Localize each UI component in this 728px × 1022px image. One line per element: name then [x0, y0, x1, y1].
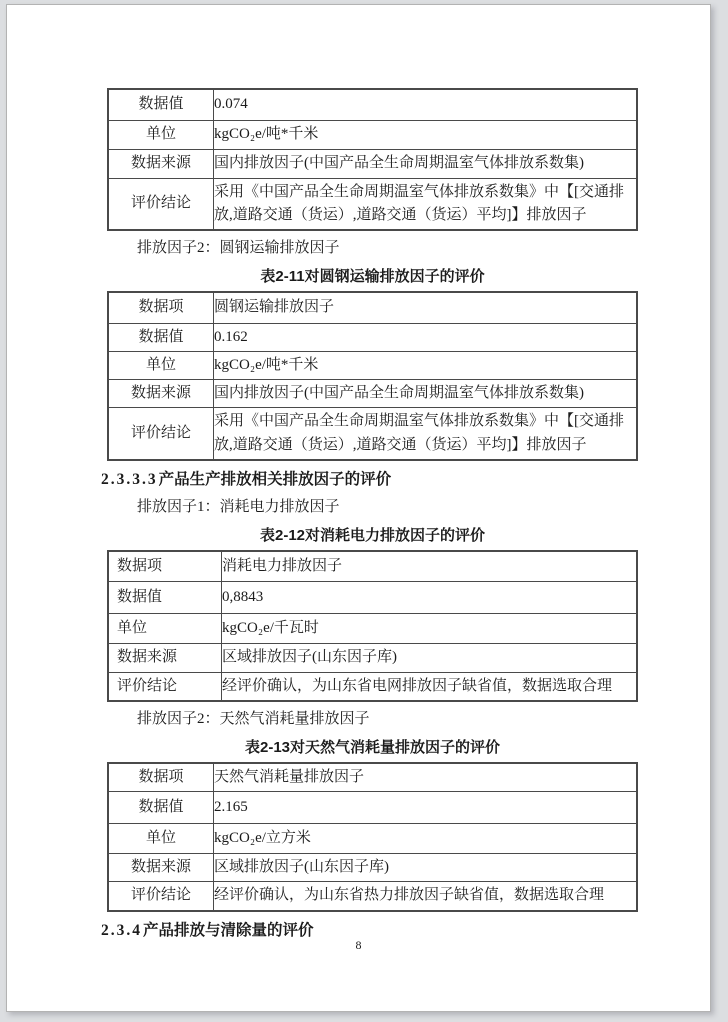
row-value-cell: 圆钢运输排放因子 [214, 292, 638, 323]
table-2-13-title: 表2-13对天然气消耗量排放因子的评价 [244, 738, 501, 756]
row-label-cell: 数据来源 [108, 854, 214, 882]
row-value-cell: 国内排放因子(中国产品全生命周期温室气体排放系数集) [214, 149, 638, 178]
row-label-cell: 数据来源 [108, 644, 222, 672]
heading-text: 产品生产排放相关排放因子的评价 [158, 470, 392, 488]
row-label-cell: 单位 [108, 824, 214, 854]
table-row [108, 178, 637, 230]
row-value-cell: kgCO₂e/吨*千米 [214, 351, 638, 379]
paragraph-factor2-natural-gas: 排放因子2：天然气消耗量排放因子 [137, 710, 370, 727]
table-row [108, 614, 637, 644]
table-row [108, 120, 637, 149]
row-value-cell: 区域排放因子(山东因子库) [222, 644, 638, 672]
row-label-cell: 数据项 [108, 763, 214, 792]
table-row [108, 582, 637, 614]
row-label-cell: 数据来源 [108, 380, 214, 408]
row-label-cell: 数据项 [108, 292, 214, 323]
row-label-cell: 评价结论 [108, 178, 214, 230]
table-transport-factor-continued [107, 88, 638, 231]
row-value-cell: 国内排放因子(中国产品全生命周期温室气体排放系数集) [214, 380, 638, 408]
table-row [108, 763, 637, 792]
row-value-cell: 0.074 [214, 89, 638, 120]
table-2-12 [107, 550, 638, 702]
table-row [108, 323, 637, 351]
row-label-cell: 单位 [108, 614, 222, 644]
heading-2-3-3-3 [101, 470, 710, 490]
row-label-cell: 数据项 [108, 551, 222, 582]
row-value-cell: 2.165 [214, 792, 638, 824]
row-value-cell: kgCO₂e/千瓦时 [222, 614, 638, 644]
row-label-cell: 数据值 [108, 582, 222, 614]
row-value-cell: 经评价确认，为山东省热力排放因子缺省值，数据选取合理 [214, 882, 638, 911]
table-row [108, 672, 637, 701]
table-row [108, 792, 637, 824]
row-label-cell: 数据值 [108, 792, 214, 824]
page-content [7, 5, 710, 941]
table-2-11-title: 表2-11对圆钢运输排放因子的评价 [260, 268, 485, 285]
paragraph-factor2-round-steel: 排放因子2：圆钢运输排放因子 [137, 240, 340, 256]
table-row [108, 882, 637, 911]
row-value-cell: 0,8843 [222, 582, 638, 614]
row-value-cell: 0.162 [214, 323, 638, 351]
table-row [108, 551, 637, 582]
table-row [108, 89, 637, 120]
row-value-cell: kgCO₂e/立方米 [214, 824, 638, 854]
table-row [108, 351, 637, 379]
row-value-cell: 采用《中国产品全生命周期温室气体排放系数集》中【[交通排放,道路交通（货运）,道路交通（货运）平均]】排放因子 [214, 408, 638, 460]
row-value-cell: 消耗电力排放因子 [222, 551, 638, 582]
row-label-cell: 数据值 [108, 323, 214, 351]
page-number: 8 [355, 938, 362, 952]
table-row [108, 380, 637, 408]
row-value-cell: 采用《中国产品全生命周期温室气体排放系数集》中【[交通排放,道路交通（货运）,道路交通（货运）平均]】排放因子 [214, 178, 638, 230]
table-2-12-title: 表2-12对消耗电力排放因子的评价 [259, 526, 486, 544]
table-row [108, 644, 637, 672]
row-label-cell: 数据值 [108, 89, 214, 120]
table-2-13 [107, 762, 638, 912]
table-row [108, 824, 637, 854]
heading-number: 2.3.4 [101, 921, 142, 939]
heading-text: 产品排放与清除量的评价 [143, 921, 314, 939]
row-label-cell: 单位 [108, 351, 214, 379]
table-row [108, 854, 637, 882]
table-row [108, 292, 637, 323]
row-value-cell: 经评价确认，为山东省电网排放因子缺省值，数据选取合理 [222, 672, 638, 701]
row-label-cell: 评价结论 [108, 672, 222, 701]
row-label-cell: 评价结论 [108, 408, 214, 460]
row-value-cell: 天然气消耗量排放因子 [214, 763, 638, 792]
heading-number: 2.3.3.3 [101, 470, 158, 488]
row-label-cell: 数据来源 [108, 149, 214, 178]
row-value-cell: 区域排放因子(山东因子库) [214, 854, 638, 882]
row-value-cell: kgCO₂e/吨*千米 [214, 120, 638, 149]
table-2-11 [107, 291, 638, 461]
document-page [6, 4, 711, 1012]
row-label-cell: 评价结论 [108, 882, 214, 911]
table-row [108, 149, 637, 178]
row-label-cell: 单位 [108, 120, 214, 149]
paragraph-factor1-electric: 排放因子1：消耗电力排放因子 [137, 498, 340, 515]
table-row [108, 408, 637, 460]
